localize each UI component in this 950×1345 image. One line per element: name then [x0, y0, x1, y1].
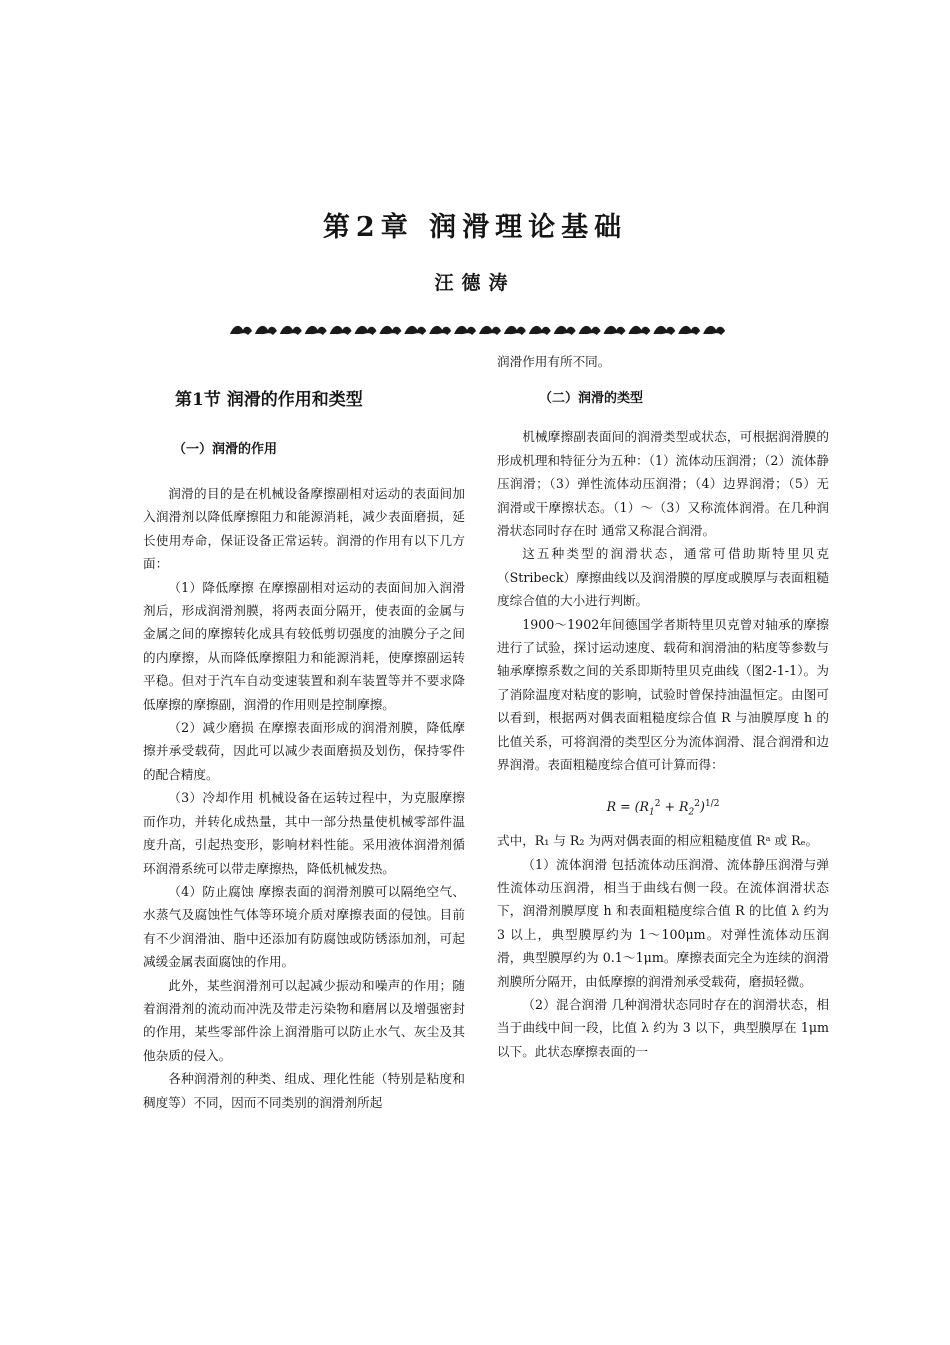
ornament-glyph — [554, 326, 576, 335]
ornament-glyph — [255, 326, 277, 335]
paragraph: （2）减少磨损 在摩擦表面形成的润滑剂膜，降低摩擦并承受载荷，因此可以减少表面磨损及划伤，保持零件的配合精度。 — [143, 720, 465, 782]
chapter-title: 第2章 润滑理论基础 — [322, 212, 628, 243]
right-column — [497, 350, 829, 1063]
ornament-glyph — [330, 326, 352, 335]
ornament-glyph — [653, 326, 675, 335]
ornament-glyph — [404, 326, 426, 335]
ornament-glyph — [529, 326, 551, 335]
paragraph: 机械摩擦副表面间的润滑类型或状态，可根据润滑膜的形成机理和特征分为五种：（1）流体动压润滑；（2）流体静压润滑；（3）弹性流体动压润滑；（4）边界润滑；（5）无润滑或干摩擦状态。（1）～（3）又称流体润滑。在几种润滑状态同时存在时 通常又称混合润滑。 — [497, 429, 829, 539]
ornament-glyph — [678, 326, 700, 335]
ornament-glyph — [628, 326, 650, 335]
paragraph: 各种润滑剂的种类、组成、理化性能（特别是粘度和稠度等）不同，因而不同类别的润滑剂所起 — [143, 1071, 465, 1110]
ornament-glyph — [703, 326, 725, 335]
ornament-glyph — [479, 326, 501, 335]
paragraph: （2）混合润滑 几种润滑状态同时存在的润滑状态，相当于曲线中间一段，比值 λ 约为 3 以下，典型膜厚在 1μm 以下。此状态摩擦表面的一 — [497, 997, 829, 1059]
paragraph: （3）冷却作用 机械设备在运转过程中，为克服摩擦而作功，并转化成热量，其中一部分热量使机械零部件温度升高，引起热变形，影响材料性能。采用液体润滑剂循环润滑系统可以带走摩擦热，降低机械发热。 — [143, 790, 465, 876]
ornament-glyph — [280, 326, 302, 335]
roughness-formula: $R = (R_1^2 + R_2^2)^{1/2}$ — [606, 798, 720, 818]
ornament-glyph — [604, 326, 626, 335]
ornament-glyph — [579, 326, 601, 335]
ornament-glyph — [429, 326, 451, 335]
paragraph: （4）防止腐蚀 摩擦表面的润滑剂膜可以隔绝空气、水蒸气及腐蚀性气体等环境介质对摩擦表面的侵蚀。目前有不少润滑油、脂中还添加有防腐蚀或防锈添加剂，可起减缓金属表面腐蚀的作用。 — [143, 883, 465, 970]
ornament-glyph — [504, 326, 526, 335]
ornament-glyph — [305, 326, 327, 335]
subsection-title: （一）润滑的作用 — [173, 442, 278, 457]
ornament-glyph — [230, 326, 252, 335]
paragraph: （1）流体润滑 包括流体动压润滑、流体静压润滑与弹性流体动压润滑，相当于曲线右侧一段。在流体润滑状态下，润滑剂膜厚度 h 和表面粗糙度综合值 R 的比值 λ 约为 3 以上，典型膜厚约为 1～100μm。对弹性流体动压润滑，典型膜厚约为 0.1～1μm。摩擦表面完全为连续的润滑剂膜所分隔开，由低摩擦的润滑剂承受载荷，磨损轻微。 — [497, 856, 829, 989]
ornament-glyph — [379, 326, 401, 335]
formula-note: 式中，R₁ 与 R₂ 为两对偶表面的相应粗糙度值 Rᵃ 或 Rₑ。 — [497, 833, 819, 849]
paragraph: 1900～1902年间德国学者斯特里贝克曾对轴承的摩擦进行了试验，探讨运动速度、载荷和润滑油的粘度等参数与轴承摩擦系数之间的关系即斯特里贝克曲线（图2-1-1）。为了消除温度对粘度的影响，试验时曾保持油温恒定。由图可以看到，根据两对偶表面粗糙度综合值 R 与油膜厚度 h 的比值关系，可将润滑的类型区分为流体润滑、混合润滑和边界润滑。表面粗糙度综合值可计算而得： — [497, 616, 829, 773]
paragraph: 润滑的目的是在机械设备摩擦副相对运动的表面间加入润滑剂以降低摩擦阻力和能源消耗，减少表面磨损，延长使用寿命，保证设备正常运转。润滑的作用有以下几方面： — [143, 486, 465, 572]
ornamental-divider — [228, 322, 726, 338]
left-column — [143, 380, 465, 1114]
ornament-glyph — [454, 326, 476, 335]
author-name: 汪德涛 — [434, 272, 516, 294]
paragraph: （1）降低摩擦 在摩擦副相对运动的表面间加入润滑剂后，形成润滑剂膜，将两表面分隔开，使表面的金属与金属之间的摩擦转化成具有较低剪切强度的油膜分子之间的内摩擦，从而降低摩擦阻力和能源消耗，使摩擦副运转平稳。但对于汽车自动变速装置和刹车装置等并不要求降低摩擦的摩擦副，润滑的作用则是控制摩擦。 — [143, 579, 465, 712]
subsection-title: （二）润滑的类型 — [539, 391, 644, 407]
ornament-glyph — [355, 326, 377, 335]
section-title: 第1节 润滑的作用和类型 — [175, 390, 363, 410]
paragraph: 这五种类型的润滑状态，通常可借助斯特里贝克（Stribeck）摩擦曲线以及润滑膜的厚度或膜厚与表面粗糙度综合值的大小进行判断。 — [497, 546, 829, 609]
paragraph-continuation: 润滑作用有所不同。 — [497, 354, 611, 369]
paragraph: 此外，某些润滑剂可以起减少振动和噪声的作用；随着润滑剂的流动而冲洗及带走污染物和磨屑以及增强密封的作用，某些零部件涂上润滑脂可以防止水气、灰尘及其他杂质的侵入。 — [143, 977, 465, 1063]
